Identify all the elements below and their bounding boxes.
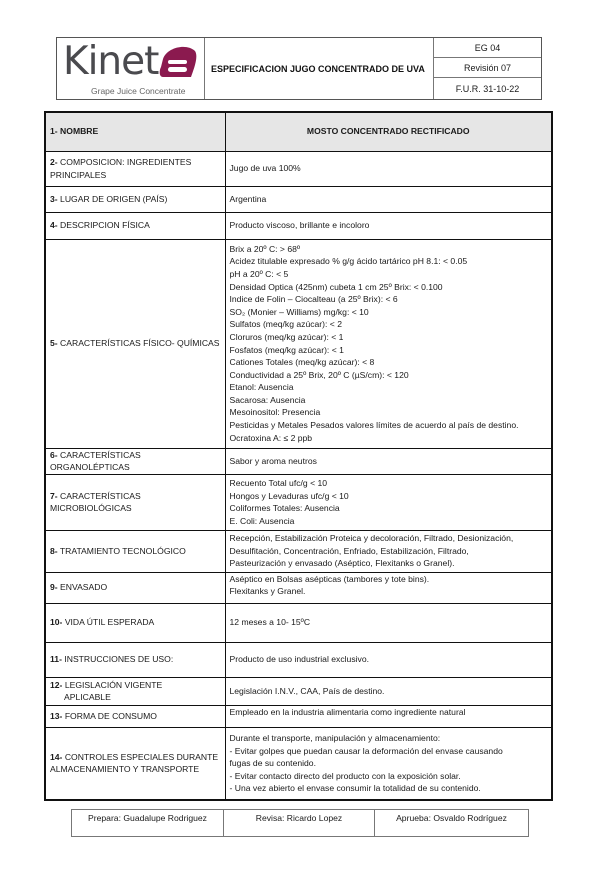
- row-value: Jugo de uva 100%: [225, 151, 552, 186]
- row-label: 6- CARACTERÍSTICAS ORGANOLÉPTICAS: [45, 448, 225, 474]
- row-value: Recepción, Estabilización Proteica y decoloración, Filtrado, Desionización, Desulfitación, Concentración, Enfriado, Estabilización, Filtrado, Pasteurización y envasado (Aséptico, Flexitanks o Granel).: [225, 530, 552, 572]
- row-value: Legislación I.N.V., CAA, País de destino.: [225, 677, 552, 705]
- table-row: [45, 572, 552, 603]
- row-label: 8- TRATAMIENTO TECNOLÓGICO: [45, 530, 225, 572]
- table-row: [45, 642, 552, 677]
- row-label: 11- INSTRUCCIONES DE USO:: [45, 642, 225, 677]
- table-row: [45, 677, 552, 705]
- row-label: 3- LUGAR DE ORIGEN (PAÍS): [45, 186, 225, 212]
- signature-box: [71, 809, 529, 837]
- table-row: [45, 186, 552, 212]
- specification-table: [44, 111, 553, 801]
- row-label: 5- CARACTERÍSTICAS FÍSICO- QUÍMICAS: [45, 239, 225, 448]
- row-value: Sabor y aroma neutros: [225, 448, 552, 474]
- physicochemical-values: Brix a 20º C: > 68º Acidez titulable expresado % g/g ácido tartárico pH 8.1: < 0.05 pH a 20º C: < 5 Densidad Optica (425nm) cubeta 1 cm 25º Brix: < 0.100 Indice de Folin – Ciocalteau (a 25º Brix): < 6 SO₂ (Monier – Williams) mg/kg: < 10 Sulfatos (meq/kg azúcar): < 2 Cloruros (meq/kg azúcar): < 1 Fosfatos (meq/kg azúcar): < 1 Cationes Totales (meq/kg azúcar): < 8 Conductividad a 25º Brix, 20º C (µS/cm): < 120 Etanol: Ausencia Sacarosa: Ausencia Mesoinositol: Presencia Pesticidas y Metales Pesados valores límites de acuerdo al país de destino. Ocratoxina A: ≤ 2 ppb: [225, 239, 552, 448]
- table-row: [45, 603, 552, 642]
- row-label: 13- FORMA DE CONSUMO: [45, 705, 225, 727]
- document-fur-date: F.U.R. 31-10-22: [455, 83, 520, 94]
- row-value: Argentina: [225, 186, 552, 212]
- product-name: MOSTO CONCENTRADO RECTIFICADO: [225, 112, 552, 151]
- logo-subtitle: Grape Juice Concentrate: [91, 86, 186, 96]
- table-row: [45, 727, 552, 800]
- approved-by: Aprueba: Osvaldo Rodríguez: [396, 813, 507, 823]
- row-label: 10- VIDA ÚTIL ESPERADA: [45, 603, 225, 642]
- document-revision: Revisión 07: [434, 58, 541, 78]
- prepared-by: Prepara: Guadalupe Rodriguez: [72, 810, 224, 836]
- logo-accent-a-icon: [157, 45, 197, 79]
- row-label: 2- COMPOSICION: INGREDIENTES PRINCIPALES: [45, 151, 225, 186]
- row-label: 4- DESCRIPCION FÍSICA: [45, 212, 225, 239]
- table-row: [45, 448, 552, 474]
- row-label: 7- CARACTERÍSTICAS MICROBIOLÓGICAS: [45, 474, 225, 530]
- row-label: 14- CONTROLES ESPECIALES DURANTE ALMACENAMIENTO Y TRANSPORTE: [45, 727, 225, 800]
- row-value: Producto de uso industrial exclusivo.: [225, 642, 552, 677]
- document-code: EG 04: [434, 38, 541, 58]
- row-value: 12 meses a 10- 15ºC: [225, 603, 552, 642]
- document-meta: [434, 38, 541, 99]
- row-value: Producto viscoso, brillante e incoloro: [225, 212, 552, 239]
- reviewed-by: Revisa: Ricardo Lopez: [224, 810, 375, 836]
- table-row: [45, 151, 552, 186]
- row-value: Aséptico en Bolsas asépticas (tambores y tote bins). Flexitanks y Granel.: [225, 572, 552, 603]
- row-label: 12- LEGISLACIÓN VIGENTE APLICABLE: [45, 677, 225, 705]
- table-row: [45, 705, 552, 727]
- document-header: [56, 37, 542, 100]
- table-row: [45, 474, 552, 530]
- document-title: ESPECIFICACION JUGO CONCENTRADO DE UVA: [205, 38, 434, 99]
- row-label: 9- ENVASADO: [45, 572, 225, 603]
- company-logo: [57, 38, 205, 99]
- table-row: [45, 212, 552, 239]
- table-row: [45, 112, 552, 151]
- microbiological-values: Recuento Total ufc/g < 10 Hongos y Levaduras ufc/g < 10 Coliformes Totales: Ausencia E. Coli: Ausencia: [225, 474, 552, 530]
- table-row: [45, 530, 552, 572]
- handling-controls: Durante el transporte, manipulación y almacenamiento: - Evitar golpes que puedan causar la deformación del envase causando fugas de su contenido. - Evitar contacto directo del producto con la exposición solar. - Una vez abierto el envase consumir la totalidad de su contenido.: [225, 727, 552, 800]
- row-value: Empleado en la industria alimentaria como ingrediente natural: [225, 705, 552, 727]
- table-row: [45, 239, 552, 448]
- row-label: 1- NOMBRE: [45, 112, 225, 151]
- logo-wordmark: Kinet: [63, 39, 159, 84]
